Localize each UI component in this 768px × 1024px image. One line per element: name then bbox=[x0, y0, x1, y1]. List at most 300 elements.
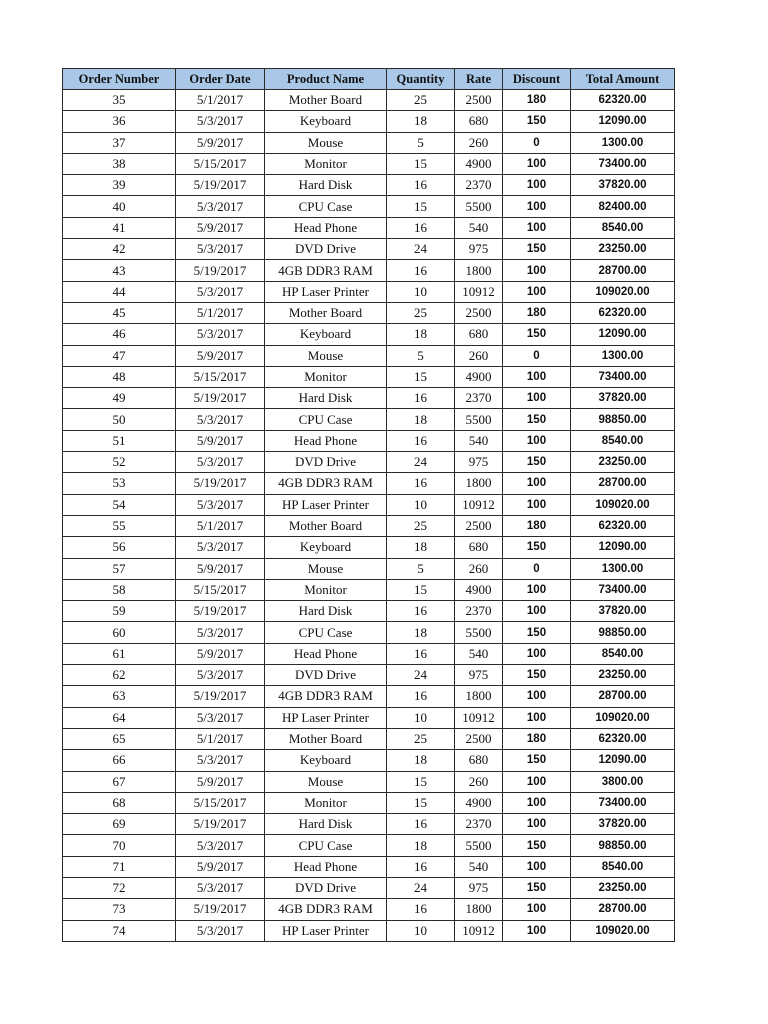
order-number-cell: 49 bbox=[63, 388, 176, 409]
order-number-cell: 56 bbox=[63, 537, 176, 558]
quantity-cell: 25 bbox=[387, 728, 455, 749]
rate-cell: 4900 bbox=[455, 366, 503, 387]
total-amount-cell: 73400.00 bbox=[571, 792, 675, 813]
quantity-cell: 18 bbox=[387, 111, 455, 132]
table-row bbox=[63, 196, 675, 217]
table-row bbox=[63, 856, 675, 877]
order-date-cell: 5/9/2017 bbox=[176, 558, 265, 579]
order-date-cell: 5/9/2017 bbox=[176, 345, 265, 366]
order-date-cell: 5/3/2017 bbox=[176, 877, 265, 898]
discount-cell: 100 bbox=[503, 175, 571, 196]
table-row bbox=[63, 345, 675, 366]
order-number-cell: 57 bbox=[63, 558, 176, 579]
quantity-cell: 16 bbox=[387, 217, 455, 238]
rate-cell: 2370 bbox=[455, 175, 503, 196]
product-name-cell: Mother Board bbox=[265, 302, 387, 323]
total-amount-cell: 1300.00 bbox=[571, 345, 675, 366]
discount-cell: 150 bbox=[503, 452, 571, 473]
discount-cell: 150 bbox=[503, 665, 571, 686]
order-date-cell: 5/1/2017 bbox=[176, 90, 265, 111]
discount-cell: 150 bbox=[503, 239, 571, 260]
table-row bbox=[63, 814, 675, 835]
total-amount-cell: 1300.00 bbox=[571, 132, 675, 153]
order-date-cell: 5/19/2017 bbox=[176, 473, 265, 494]
quantity-cell: 18 bbox=[387, 750, 455, 771]
quantity-cell: 10 bbox=[387, 920, 455, 941]
table-row bbox=[63, 707, 675, 728]
rate-cell: 680 bbox=[455, 111, 503, 132]
discount-cell: 100 bbox=[503, 856, 571, 877]
header-order-number: Order Number bbox=[63, 69, 176, 90]
header-row bbox=[63, 69, 675, 90]
table-row bbox=[63, 920, 675, 941]
rate-cell: 2500 bbox=[455, 90, 503, 111]
order-number-cell: 61 bbox=[63, 643, 176, 664]
rate-cell: 2500 bbox=[455, 515, 503, 536]
rate-cell: 5500 bbox=[455, 622, 503, 643]
order-date-cell: 5/3/2017 bbox=[176, 537, 265, 558]
total-amount-cell: 62320.00 bbox=[571, 515, 675, 536]
total-amount-cell: 109020.00 bbox=[571, 920, 675, 941]
rate-cell: 975 bbox=[455, 665, 503, 686]
order-number-cell: 53 bbox=[63, 473, 176, 494]
quantity-cell: 15 bbox=[387, 196, 455, 217]
quantity-cell: 16 bbox=[387, 686, 455, 707]
discount-cell: 100 bbox=[503, 430, 571, 451]
order-date-cell: 5/1/2017 bbox=[176, 302, 265, 323]
quantity-cell: 15 bbox=[387, 579, 455, 600]
order-number-cell: 47 bbox=[63, 345, 176, 366]
product-name-cell: CPU Case bbox=[265, 196, 387, 217]
order-number-cell: 64 bbox=[63, 707, 176, 728]
order-number-cell: 38 bbox=[63, 153, 176, 174]
quantity-cell: 25 bbox=[387, 90, 455, 111]
table-row bbox=[63, 579, 675, 600]
order-date-cell: 5/9/2017 bbox=[176, 132, 265, 153]
rate-cell: 2370 bbox=[455, 601, 503, 622]
product-name-cell: Mother Board bbox=[265, 90, 387, 111]
total-amount-cell: 28700.00 bbox=[571, 473, 675, 494]
order-number-cell: 41 bbox=[63, 217, 176, 238]
total-amount-cell: 23250.00 bbox=[571, 877, 675, 898]
discount-cell: 100 bbox=[503, 260, 571, 281]
rate-cell: 540 bbox=[455, 856, 503, 877]
total-amount-cell: 62320.00 bbox=[571, 302, 675, 323]
total-amount-cell: 73400.00 bbox=[571, 366, 675, 387]
product-name-cell: DVD Drive bbox=[265, 239, 387, 260]
order-date-cell: 5/19/2017 bbox=[176, 175, 265, 196]
order-date-cell: 5/1/2017 bbox=[176, 515, 265, 536]
total-amount-cell: 3800.00 bbox=[571, 771, 675, 792]
product-name-cell: Hard Disk bbox=[265, 175, 387, 196]
orders-table bbox=[62, 68, 675, 942]
product-name-cell: Head Phone bbox=[265, 430, 387, 451]
order-date-cell: 5/19/2017 bbox=[176, 899, 265, 920]
total-amount-cell: 12090.00 bbox=[571, 750, 675, 771]
quantity-cell: 25 bbox=[387, 515, 455, 536]
quantity-cell: 16 bbox=[387, 856, 455, 877]
table-row bbox=[63, 473, 675, 494]
discount-cell: 100 bbox=[503, 217, 571, 238]
rate-cell: 260 bbox=[455, 771, 503, 792]
rate-cell: 975 bbox=[455, 877, 503, 898]
table-row bbox=[63, 835, 675, 856]
table-row bbox=[63, 537, 675, 558]
rate-cell: 4900 bbox=[455, 792, 503, 813]
product-name-cell: 4GB DDR3 RAM bbox=[265, 686, 387, 707]
quantity-cell: 16 bbox=[387, 601, 455, 622]
total-amount-cell: 8540.00 bbox=[571, 430, 675, 451]
order-number-cell: 43 bbox=[63, 260, 176, 281]
discount-cell: 100 bbox=[503, 792, 571, 813]
order-date-cell: 5/15/2017 bbox=[176, 792, 265, 813]
quantity-cell: 10 bbox=[387, 494, 455, 515]
order-number-cell: 67 bbox=[63, 771, 176, 792]
product-name-cell: Monitor bbox=[265, 366, 387, 387]
order-number-cell: 66 bbox=[63, 750, 176, 771]
order-number-cell: 59 bbox=[63, 601, 176, 622]
order-date-cell: 5/3/2017 bbox=[176, 622, 265, 643]
order-date-cell: 5/3/2017 bbox=[176, 707, 265, 728]
product-name-cell: Hard Disk bbox=[265, 814, 387, 835]
quantity-cell: 24 bbox=[387, 239, 455, 260]
order-date-cell: 5/9/2017 bbox=[176, 771, 265, 792]
quantity-cell: 5 bbox=[387, 558, 455, 579]
product-name-cell: Keyboard bbox=[265, 750, 387, 771]
rate-cell: 4900 bbox=[455, 579, 503, 600]
table-row bbox=[63, 452, 675, 473]
quantity-cell: 18 bbox=[387, 324, 455, 345]
quantity-cell: 16 bbox=[387, 175, 455, 196]
rate-cell: 10912 bbox=[455, 281, 503, 302]
order-date-cell: 5/9/2017 bbox=[176, 430, 265, 451]
quantity-cell: 15 bbox=[387, 153, 455, 174]
order-number-cell: 46 bbox=[63, 324, 176, 345]
rate-cell: 1800 bbox=[455, 473, 503, 494]
table-row bbox=[63, 771, 675, 792]
quantity-cell: 25 bbox=[387, 302, 455, 323]
table-row bbox=[63, 515, 675, 536]
rate-cell: 1800 bbox=[455, 899, 503, 920]
product-name-cell: 4GB DDR3 RAM bbox=[265, 899, 387, 920]
discount-cell: 100 bbox=[503, 153, 571, 174]
discount-cell: 180 bbox=[503, 90, 571, 111]
header-order-date: Order Date bbox=[176, 69, 265, 90]
order-number-cell: 72 bbox=[63, 877, 176, 898]
rate-cell: 5500 bbox=[455, 835, 503, 856]
order-date-cell: 5/3/2017 bbox=[176, 665, 265, 686]
total-amount-cell: 98850.00 bbox=[571, 622, 675, 643]
order-date-cell: 5/9/2017 bbox=[176, 856, 265, 877]
discount-cell: 100 bbox=[503, 601, 571, 622]
product-name-cell: DVD Drive bbox=[265, 665, 387, 686]
product-name-cell: Monitor bbox=[265, 579, 387, 600]
total-amount-cell: 23250.00 bbox=[571, 665, 675, 686]
rate-cell: 2370 bbox=[455, 814, 503, 835]
product-name-cell: Monitor bbox=[265, 792, 387, 813]
product-name-cell: 4GB DDR3 RAM bbox=[265, 260, 387, 281]
total-amount-cell: 23250.00 bbox=[571, 239, 675, 260]
order-number-cell: 52 bbox=[63, 452, 176, 473]
order-number-cell: 36 bbox=[63, 111, 176, 132]
discount-cell: 150 bbox=[503, 877, 571, 898]
order-number-cell: 51 bbox=[63, 430, 176, 451]
discount-cell: 100 bbox=[503, 196, 571, 217]
order-date-cell: 5/19/2017 bbox=[176, 601, 265, 622]
quantity-cell: 16 bbox=[387, 473, 455, 494]
rate-cell: 540 bbox=[455, 217, 503, 238]
total-amount-cell: 1300.00 bbox=[571, 558, 675, 579]
product-name-cell: Keyboard bbox=[265, 324, 387, 345]
order-date-cell: 5/9/2017 bbox=[176, 643, 265, 664]
total-amount-cell: 28700.00 bbox=[571, 899, 675, 920]
order-number-cell: 50 bbox=[63, 409, 176, 430]
total-amount-cell: 109020.00 bbox=[571, 281, 675, 302]
order-date-cell: 5/3/2017 bbox=[176, 324, 265, 345]
order-number-cell: 42 bbox=[63, 239, 176, 260]
rate-cell: 2500 bbox=[455, 302, 503, 323]
order-number-cell: 65 bbox=[63, 728, 176, 749]
order-date-cell: 5/15/2017 bbox=[176, 153, 265, 174]
product-name-cell: 4GB DDR3 RAM bbox=[265, 473, 387, 494]
table-row bbox=[63, 877, 675, 898]
rate-cell: 260 bbox=[455, 132, 503, 153]
order-number-cell: 37 bbox=[63, 132, 176, 153]
rate-cell: 540 bbox=[455, 643, 503, 664]
order-date-cell: 5/3/2017 bbox=[176, 409, 265, 430]
table-row bbox=[63, 494, 675, 515]
product-name-cell: HP Laser Printer bbox=[265, 281, 387, 302]
order-number-cell: 58 bbox=[63, 579, 176, 600]
order-number-cell: 62 bbox=[63, 665, 176, 686]
table-row bbox=[63, 281, 675, 302]
rate-cell: 1800 bbox=[455, 686, 503, 707]
total-amount-cell: 8540.00 bbox=[571, 856, 675, 877]
table-row bbox=[63, 665, 675, 686]
total-amount-cell: 12090.00 bbox=[571, 111, 675, 132]
table-row bbox=[63, 622, 675, 643]
order-date-cell: 5/15/2017 bbox=[176, 366, 265, 387]
total-amount-cell: 62320.00 bbox=[571, 90, 675, 111]
discount-cell: 0 bbox=[503, 132, 571, 153]
table-row bbox=[63, 750, 675, 771]
discount-cell: 100 bbox=[503, 473, 571, 494]
quantity-cell: 18 bbox=[387, 622, 455, 643]
quantity-cell: 16 bbox=[387, 388, 455, 409]
table-row bbox=[63, 239, 675, 260]
product-name-cell: Mouse bbox=[265, 771, 387, 792]
discount-cell: 150 bbox=[503, 750, 571, 771]
quantity-cell: 18 bbox=[387, 409, 455, 430]
table-row bbox=[63, 558, 675, 579]
discount-cell: 100 bbox=[503, 366, 571, 387]
discount-cell: 100 bbox=[503, 494, 571, 515]
total-amount-cell: 28700.00 bbox=[571, 686, 675, 707]
quantity-cell: 15 bbox=[387, 792, 455, 813]
discount-cell: 150 bbox=[503, 622, 571, 643]
quantity-cell: 16 bbox=[387, 814, 455, 835]
product-name-cell: Monitor bbox=[265, 153, 387, 174]
order-number-cell: 63 bbox=[63, 686, 176, 707]
discount-cell: 100 bbox=[503, 686, 571, 707]
table-row bbox=[63, 324, 675, 345]
total-amount-cell: 98850.00 bbox=[571, 835, 675, 856]
discount-cell: 180 bbox=[503, 515, 571, 536]
order-date-cell: 5/1/2017 bbox=[176, 728, 265, 749]
product-name-cell: Mother Board bbox=[265, 728, 387, 749]
order-date-cell: 5/3/2017 bbox=[176, 196, 265, 217]
table-row bbox=[63, 601, 675, 622]
order-date-cell: 5/3/2017 bbox=[176, 920, 265, 941]
order-date-cell: 5/19/2017 bbox=[176, 686, 265, 707]
product-name-cell: HP Laser Printer bbox=[265, 494, 387, 515]
table-row bbox=[63, 792, 675, 813]
order-date-cell: 5/3/2017 bbox=[176, 281, 265, 302]
quantity-cell: 15 bbox=[387, 771, 455, 792]
quantity-cell: 24 bbox=[387, 665, 455, 686]
total-amount-cell: 73400.00 bbox=[571, 153, 675, 174]
order-number-cell: 40 bbox=[63, 196, 176, 217]
quantity-cell: 10 bbox=[387, 707, 455, 728]
header-rate: Rate bbox=[455, 69, 503, 90]
discount-cell: 150 bbox=[503, 111, 571, 132]
rate-cell: 680 bbox=[455, 750, 503, 771]
product-name-cell: CPU Case bbox=[265, 622, 387, 643]
rate-cell: 1800 bbox=[455, 260, 503, 281]
table-row bbox=[63, 409, 675, 430]
quantity-cell: 5 bbox=[387, 132, 455, 153]
order-number-cell: 60 bbox=[63, 622, 176, 643]
table-row bbox=[63, 899, 675, 920]
rate-cell: 260 bbox=[455, 558, 503, 579]
order-date-cell: 5/3/2017 bbox=[176, 750, 265, 771]
order-date-cell: 5/3/2017 bbox=[176, 835, 265, 856]
rate-cell: 975 bbox=[455, 239, 503, 260]
total-amount-cell: 37820.00 bbox=[571, 601, 675, 622]
total-amount-cell: 62320.00 bbox=[571, 728, 675, 749]
rate-cell: 5500 bbox=[455, 409, 503, 430]
product-name-cell: DVD Drive bbox=[265, 452, 387, 473]
order-number-cell: 71 bbox=[63, 856, 176, 877]
product-name-cell: CPU Case bbox=[265, 835, 387, 856]
product-name-cell: HP Laser Printer bbox=[265, 920, 387, 941]
table-row bbox=[63, 686, 675, 707]
product-name-cell: Head Phone bbox=[265, 217, 387, 238]
quantity-cell: 5 bbox=[387, 345, 455, 366]
rate-cell: 680 bbox=[455, 537, 503, 558]
table-row bbox=[63, 728, 675, 749]
order-number-cell: 44 bbox=[63, 281, 176, 302]
total-amount-cell: 109020.00 bbox=[571, 707, 675, 728]
total-amount-cell: 8540.00 bbox=[571, 643, 675, 664]
rate-cell: 10912 bbox=[455, 494, 503, 515]
rate-cell: 5500 bbox=[455, 196, 503, 217]
total-amount-cell: 109020.00 bbox=[571, 494, 675, 515]
quantity-cell: 24 bbox=[387, 877, 455, 898]
table-row bbox=[63, 90, 675, 111]
product-name-cell: Mouse bbox=[265, 558, 387, 579]
table-row bbox=[63, 175, 675, 196]
rate-cell: 540 bbox=[455, 430, 503, 451]
order-date-cell: 5/19/2017 bbox=[176, 814, 265, 835]
product-name-cell: HP Laser Printer bbox=[265, 707, 387, 728]
table-row bbox=[63, 643, 675, 664]
quantity-cell: 18 bbox=[387, 835, 455, 856]
order-date-cell: 5/3/2017 bbox=[176, 111, 265, 132]
discount-cell: 180 bbox=[503, 728, 571, 749]
product-name-cell: Hard Disk bbox=[265, 601, 387, 622]
quantity-cell: 18 bbox=[387, 537, 455, 558]
discount-cell: 100 bbox=[503, 920, 571, 941]
order-number-cell: 73 bbox=[63, 899, 176, 920]
product-name-cell: Head Phone bbox=[265, 643, 387, 664]
discount-cell: 100 bbox=[503, 707, 571, 728]
product-name-cell: Mother Board bbox=[265, 515, 387, 536]
product-name-cell: Mouse bbox=[265, 132, 387, 153]
order-number-cell: 54 bbox=[63, 494, 176, 515]
total-amount-cell: 23250.00 bbox=[571, 452, 675, 473]
total-amount-cell: 12090.00 bbox=[571, 324, 675, 345]
discount-cell: 100 bbox=[503, 643, 571, 664]
discount-cell: 150 bbox=[503, 835, 571, 856]
header-total-amount: Total Amount bbox=[571, 69, 675, 90]
total-amount-cell: 12090.00 bbox=[571, 537, 675, 558]
order-date-cell: 5/3/2017 bbox=[176, 452, 265, 473]
table-row bbox=[63, 111, 675, 132]
rate-cell: 10912 bbox=[455, 707, 503, 728]
rate-cell: 4900 bbox=[455, 153, 503, 174]
table-row bbox=[63, 260, 675, 281]
product-name-cell: Keyboard bbox=[265, 537, 387, 558]
quantity-cell: 15 bbox=[387, 366, 455, 387]
rate-cell: 260 bbox=[455, 345, 503, 366]
product-name-cell: Keyboard bbox=[265, 111, 387, 132]
order-number-cell: 35 bbox=[63, 90, 176, 111]
rate-cell: 680 bbox=[455, 324, 503, 345]
quantity-cell: 16 bbox=[387, 899, 455, 920]
quantity-cell: 10 bbox=[387, 281, 455, 302]
table-row bbox=[63, 217, 675, 238]
discount-cell: 100 bbox=[503, 388, 571, 409]
order-number-cell: 69 bbox=[63, 814, 176, 835]
order-number-cell: 45 bbox=[63, 302, 176, 323]
total-amount-cell: 37820.00 bbox=[571, 175, 675, 196]
order-number-cell: 48 bbox=[63, 366, 176, 387]
table-row bbox=[63, 153, 675, 174]
rate-cell: 10912 bbox=[455, 920, 503, 941]
total-amount-cell: 82400.00 bbox=[571, 196, 675, 217]
discount-cell: 100 bbox=[503, 579, 571, 600]
order-date-cell: 5/3/2017 bbox=[176, 494, 265, 515]
order-date-cell: 5/15/2017 bbox=[176, 579, 265, 600]
discount-cell: 100 bbox=[503, 771, 571, 792]
rate-cell: 2370 bbox=[455, 388, 503, 409]
product-name-cell: CPU Case bbox=[265, 409, 387, 430]
total-amount-cell: 37820.00 bbox=[571, 814, 675, 835]
rate-cell: 975 bbox=[455, 452, 503, 473]
order-number-cell: 39 bbox=[63, 175, 176, 196]
order-number-cell: 55 bbox=[63, 515, 176, 536]
total-amount-cell: 73400.00 bbox=[571, 579, 675, 600]
order-number-cell: 74 bbox=[63, 920, 176, 941]
order-date-cell: 5/9/2017 bbox=[176, 217, 265, 238]
order-date-cell: 5/19/2017 bbox=[176, 388, 265, 409]
discount-cell: 150 bbox=[503, 324, 571, 345]
order-number-cell: 70 bbox=[63, 835, 176, 856]
table-row bbox=[63, 388, 675, 409]
product-name-cell: Hard Disk bbox=[265, 388, 387, 409]
header-quantity: Quantity bbox=[387, 69, 455, 90]
